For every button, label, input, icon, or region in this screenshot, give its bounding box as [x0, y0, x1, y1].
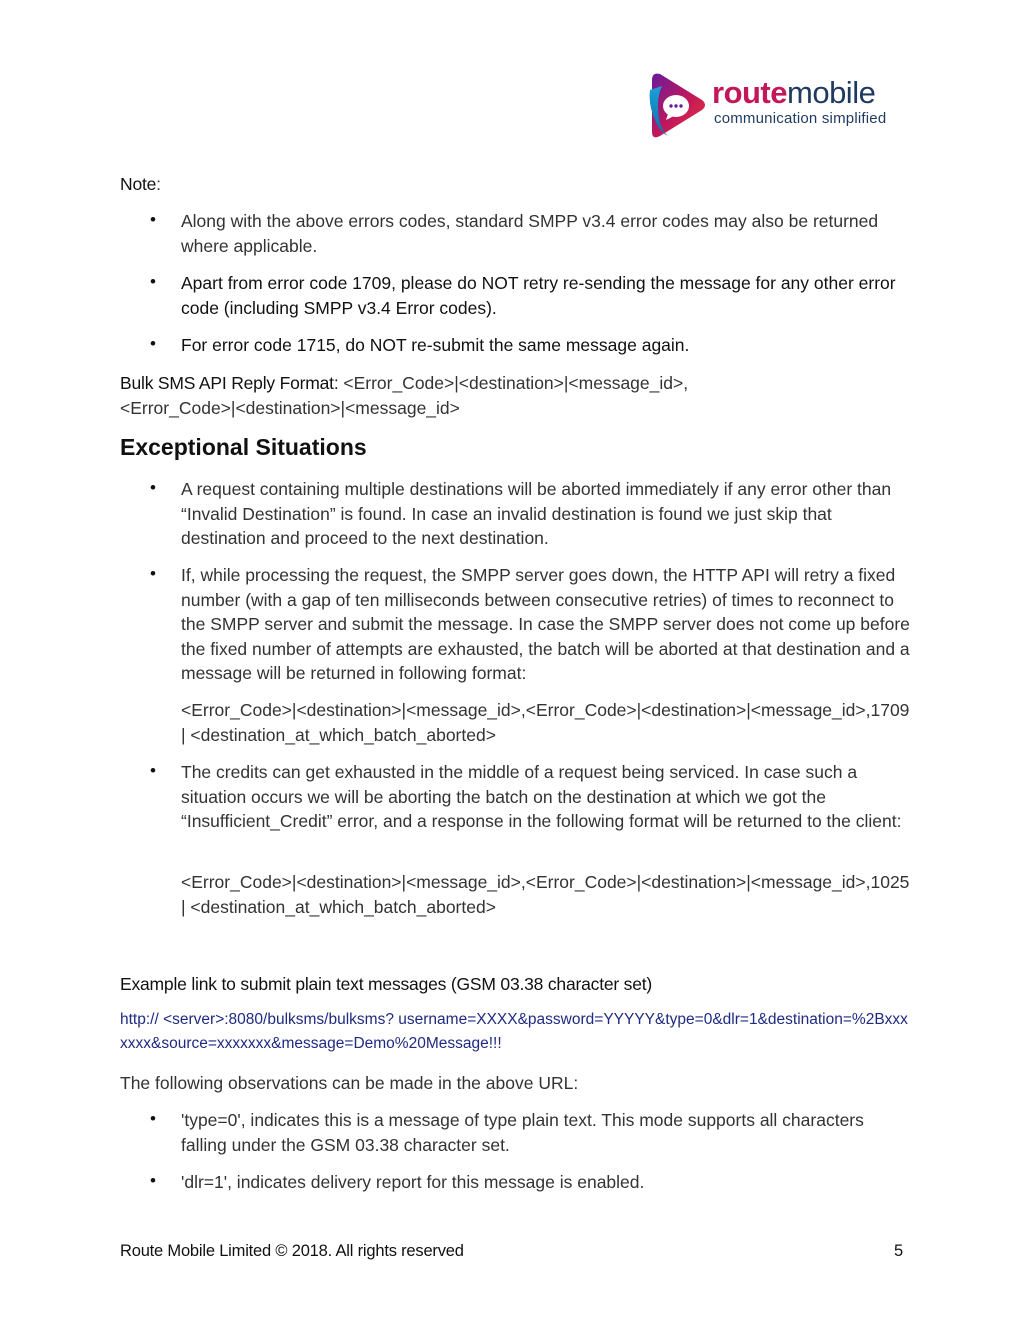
bullet-icon: •: [150, 272, 156, 291]
bullet-icon: •: [150, 761, 156, 780]
error-format-1025: <Error_Code>|<destination>|<message_id>,<Error_Code>|<destination>|<message_id>,1025| <destination_at_which_batch_aborted>: [181, 872, 910, 917]
example-bullet-2: 'dlr=1', indicates delivery report for this message is enabled.: [181, 1172, 645, 1192]
note-bullet-1: Along with the above errors codes, standard SMPP v3.4 error codes may also be returned where applicable.: [181, 211, 879, 256]
footer-copyright: Route Mobile Limited © 2018. All rights reserved: [120, 1242, 464, 1260]
bullet-icon: •: [150, 1109, 156, 1128]
exceptional-bullet-1: A request containing multiple destinations will be aborted immediately if any error other than “Invalid Destination” is found. In case an invalid destination is found we just skip that destination and proceed to the next destination.: [181, 479, 892, 548]
footer-page-number: 5: [894, 1242, 904, 1260]
logo-word-bold: route: [712, 75, 787, 110]
bullet-icon: •: [150, 1171, 156, 1190]
note-label: [120, 172, 161, 197]
example-url-link[interactable]: http:// <server>:8080/bulksms/bulksms? username=XXXX&password=YYYYY&type=0&dlr=1&destination=%2Bxxxxxxx&source=xxxxxxx&message=Demo%20Message!!!: [120, 1011, 908, 1052]
exceptional-bullet-2: If, while processing the request, the SMPP server goes down, the HTTP API will retry a fixed number (with a gap of ten milliseconds between consecutive retries) of times to reconnect to the SMPP server and submit the message. In case the SMPP server does not come up before the fixed number of attempts are exhausted, the batch will be aborted at that destination and a message will be returned in following format:: [181, 565, 910, 683]
logo-word-light: mobile: [787, 75, 876, 110]
note-label-text: Note: [120, 174, 157, 194]
note-colon: :: [156, 174, 161, 194]
company-logo: [646, 70, 906, 142]
note-bullet-3: For error code 1715, do NOT re-submit the same message again.: [181, 335, 690, 355]
note-bullet-2: Apart from error code 1709, please do NOT retry re-sending the message for any other error code (including SMPP v3.4 Error codes).: [181, 273, 896, 318]
reply-format: [120, 371, 720, 420]
logo-play-icon: [646, 70, 708, 142]
error-format-1709: <Error_Code>|<destination>|<message_id>,<Error_Code>|<destination>|<message_id>,1709| <destination_at_which_batch_aborted>: [181, 700, 910, 745]
example-bullet-1: 'type=0', indicates this is a message of type plain text. This mode supports all characters falling under the GSM 03.38 character set.: [181, 1110, 864, 1155]
reply-format-value: <Error_Code>|<destination>|<message_id>, <Error_Code>|<destination>|<message_id>: [120, 373, 689, 418]
exceptional-bullet-3: The credits can get exhausted in the middle of a request being serviced. In case such a situation occurs we will be aborting the batch on the destination at which we got the “Insufficient_Credit” error, and a response in the following format will be returned to the client:: [181, 762, 902, 831]
logo-tagline: communication simplified: [714, 110, 887, 127]
bullet-icon: •: [150, 210, 156, 229]
reply-format-label: Bulk SMS API Reply Format:: [120, 373, 339, 393]
example-heading: Example link to submit plain text messages (GSM 03.38 character set): [120, 974, 653, 994]
section-heading-exceptional: Exceptional Situations: [120, 434, 367, 460]
logo-wordmark: [712, 76, 875, 110]
bullet-icon: •: [150, 478, 156, 497]
example-intro: The following observations can be made in the above URL:: [120, 1073, 579, 1093]
bullet-icon: •: [150, 564, 156, 583]
bullet-icon: •: [150, 334, 156, 353]
